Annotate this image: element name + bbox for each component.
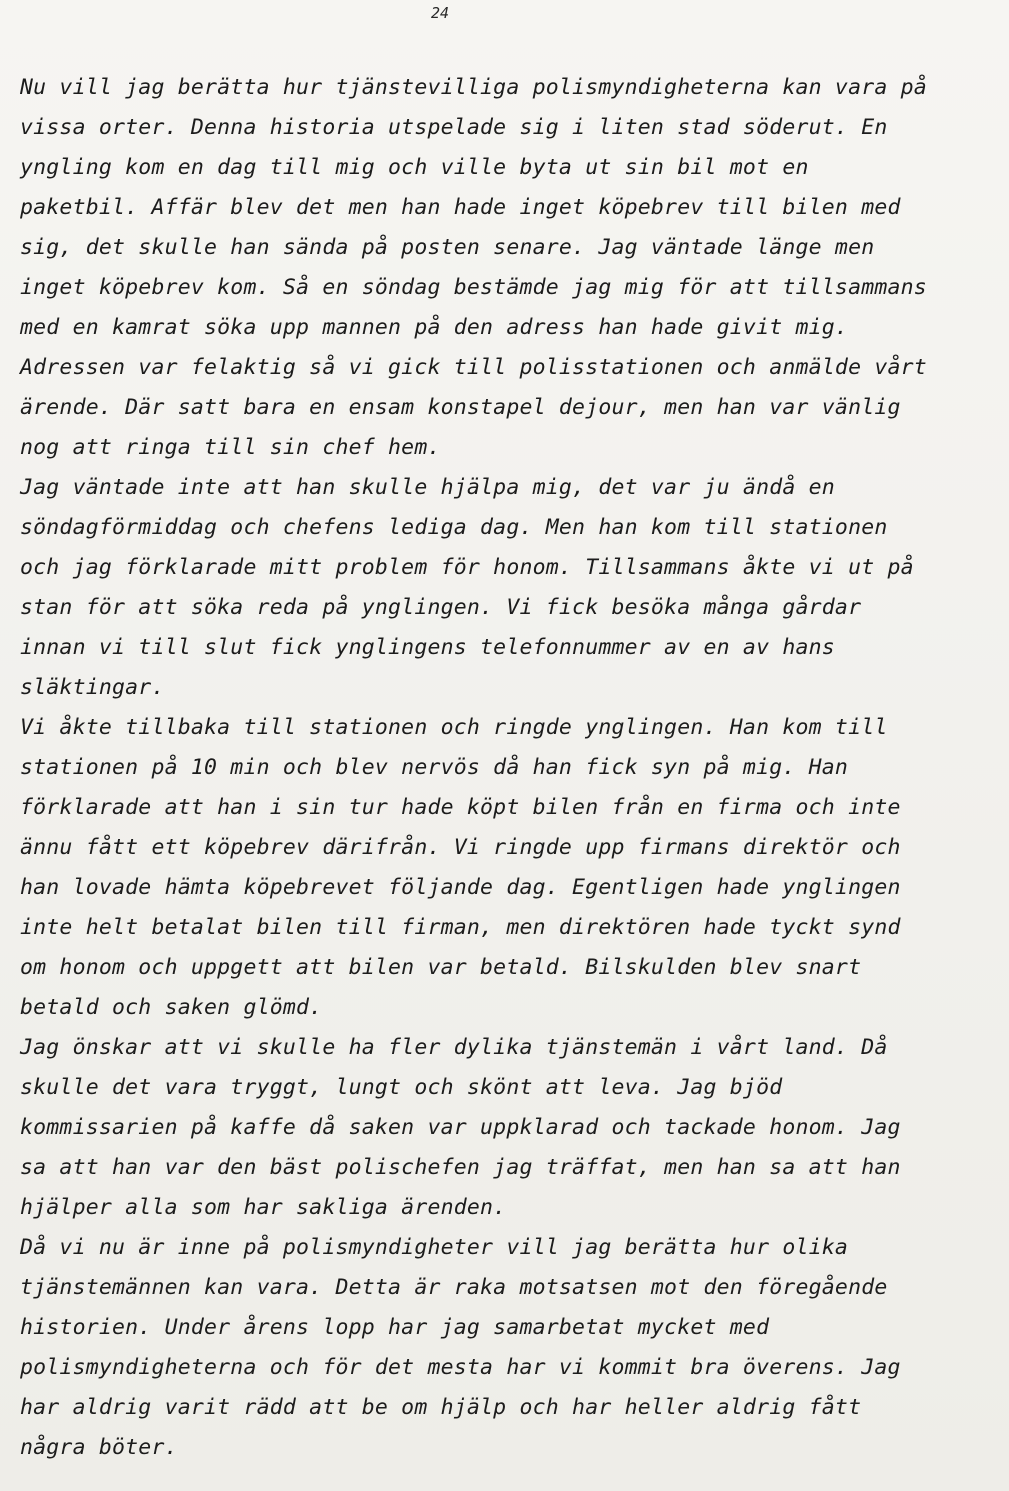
text-line: några böter. [20,1435,178,1460]
text-line: Då vi nu är inne på polismyndigheter vill jag berätta hur olika [20,1235,849,1260]
text-line: Vi åkte tillbaka till stationen och ringde ynglingen. Han kom till [20,715,888,740]
text-line: sig, det skulle han sända på posten senare. Jag väntade länge men [20,235,875,260]
text-line: Nu vill jag berätta hur tjänstevilliga polismyndigheterna kan vara på [20,75,927,100]
text-line: söndagförmiddag och chefens lediga dag. Men han kom till stationen [20,515,888,540]
text-line: Jag önskar att vi skulle ha fler dylika tjänstemän i vårt land. Då [20,1035,888,1060]
body-text [20,68,980,1468]
text-line: nog att ringa till sin chef hem. [20,435,441,460]
text-line: ärende. Där satt bara en ensam konstapel dejour, men han var vänlig [20,395,901,420]
text-line: betald och saken glömd. [20,995,323,1020]
text-line: han lovade hämta köpebrevet följande dag. Egentligen hade ynglingen [20,875,901,900]
text-line: paketbil. Affär blev det men han hade inget köpebrev till bilen med [20,195,901,220]
text-line: yngling kom en dag till mig och ville byta ut sin bil mot en [20,155,809,180]
text-line: Jag väntade inte att han skulle hjälpa mig, det var ju ändå en [20,475,835,500]
text-line: inget köpebrev kom. Så en söndag bestämde jag mig för att tillsammans [20,275,927,300]
text-line: polismyndigheterna och för det mesta har vi kommit bra överens. Jag [20,1355,901,1380]
text-line: förklarade att han i sin tur hade köpt bilen från en firma och inte [20,795,901,820]
text-line: släktingar. [20,675,165,700]
text-line: innan vi till slut fick ynglingens telefonnummer av en av hans [20,635,835,660]
text-line: historien. Under årens lopp har jag samarbetat mycket med [20,1315,770,1340]
text-line: kommissarien på kaffe då saken var uppklarad och tackade honom. Jag [20,1115,901,1140]
text-line: inte helt betalat bilen till firman, men direktören hade tyckt synd [20,915,901,940]
text-line: tjänstemännen kan vara. Detta är raka motsatsen mot den föregående [20,1275,888,1300]
text-line: har aldrig varit rädd att be om hjälp och har heller aldrig fått [20,1395,862,1420]
text-line: stan för att söka reda på ynglingen. Vi fick besöka många gårdar [20,595,862,620]
text-line: sa att han var den bäst polischefen jag träffat, men han sa att han [20,1155,901,1180]
text-line: stationen på 10 min och blev nervös då han fick syn på mig. Han [20,755,849,780]
text-line: Adressen var felaktig så vi gick till polisstationen och anmälde vårt [20,355,927,380]
text-line: med en kamrat söka upp mannen på den adress han hade givit mig. [20,315,849,340]
text-line: vissa orter. Denna historia utspelade sig i liten stad söderut. En [20,115,888,140]
text-line: om honom och uppgett att bilen var betald. Bilskulden blev snart [20,955,862,980]
text-line: och jag förklarade mitt problem för honom. Tillsammans åkte vi ut på [20,555,914,580]
text-line: skulle det vara tryggt, lungt och skönt att leva. Jag bjöd [20,1075,783,1100]
text-line: hjälper alla som har sakliga ärenden. [20,1195,507,1220]
page-number: 24 [430,4,450,22]
text-line: ännu fått ett köpebrev därifrån. Vi ringde upp firmans direktör och [20,835,901,860]
